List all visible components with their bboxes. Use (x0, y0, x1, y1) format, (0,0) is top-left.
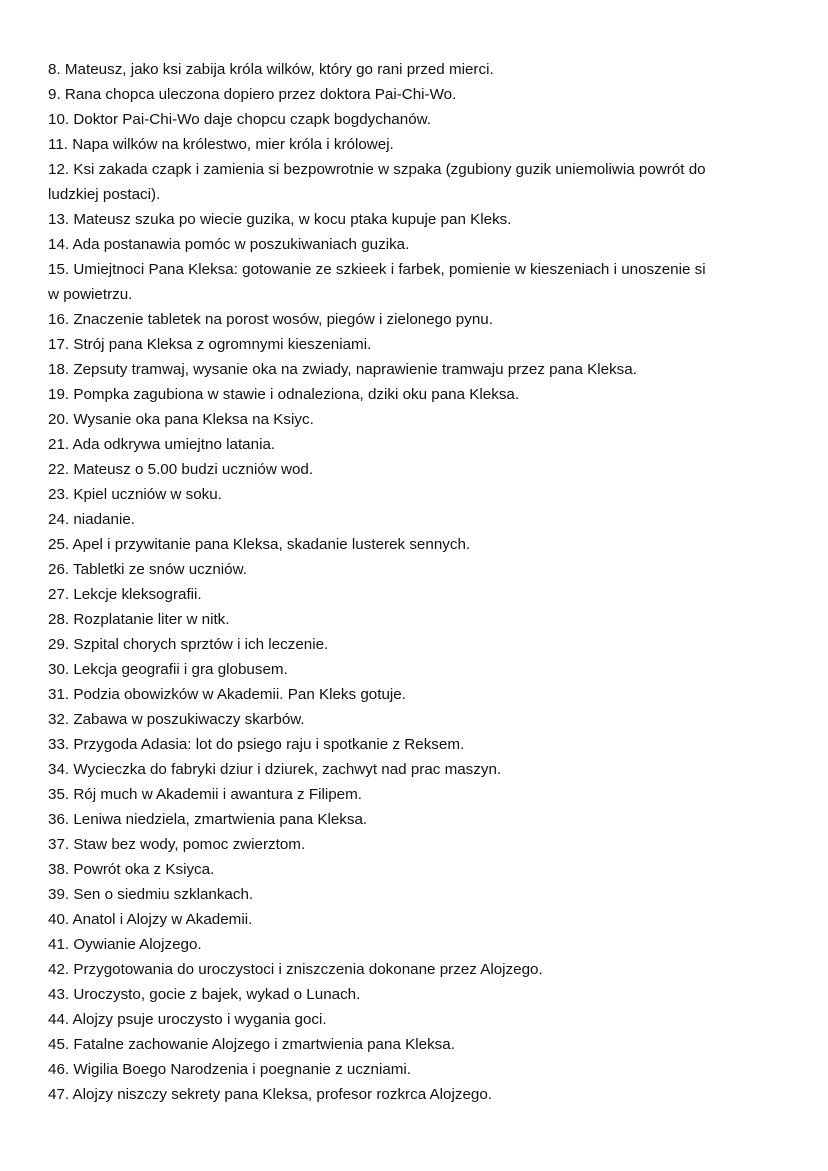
list-item-continuation: w powietrzu. (48, 286, 133, 303)
list-item: 28. Rozplatanie liter w nitk. (48, 611, 230, 628)
list-item: 30. Lekcja geografii i gra globusem. (48, 661, 288, 678)
list-item: 16. Znaczenie tabletek na porost wosów, piegów i zielonego pynu. (48, 311, 493, 328)
document-list (48, 57, 808, 1107)
list-item: 43. Uroczysto, gocie z bajek, wykad o Lunach. (48, 986, 361, 1003)
list-item: 47. Alojzy niszczy sekrety pana Kleksa, profesor rozkrca Alojzego. (48, 1086, 493, 1103)
list-item: 40. Anatol i Alojzy w Akademii. (48, 911, 253, 928)
list-item: 34. Wycieczka do fabryki dziur i dziurek, zachwyt nad prac maszyn. (48, 761, 502, 778)
list-item: 23. Kpiel uczniów w soku. (48, 486, 222, 503)
list-item: 21. Ada odkrywa umiejtno latania. (48, 436, 276, 453)
list-item: 10. Doktor Pai-Chi-Wo daje chopcu czapk bogdychanów. (48, 111, 431, 128)
list-item-continuation: ludzkiej postaci). (48, 186, 161, 203)
list-item: 37. Staw bez wody, pomoc zwierztom. (48, 836, 306, 853)
list-item: 11. Napa wilków na królestwo, mier króla i królowej. (48, 136, 394, 153)
list-item: 24. niadanie. (48, 511, 135, 528)
list-item: 31. Podzia obowizków w Akademii. Pan Kleks gotuje. (48, 686, 406, 703)
list-item: 20. Wysanie oka pana Kleksa na Ksiyc. (48, 411, 314, 428)
list-item: 45. Fatalne zachowanie Alojzego i zmartwienia pana Kleksa. (48, 1036, 455, 1053)
list-item: 38. Powrót oka z Ksiyca. (48, 861, 215, 878)
list-item: 39. Sen o siedmiu szklankach. (48, 886, 254, 903)
list-item: 9. Rana chopca uleczona dopiero przez doktora Pai-Chi-Wo. (48, 86, 457, 103)
list-item: 18. Zepsuty tramwaj, wysanie oka na zwiady, naprawienie tramwaju przez pana Kleksa. (48, 361, 637, 378)
list-item: 32. Zabawa w poszukiwaczy skarbów. (48, 711, 305, 728)
list-item: 35. Rój much w Akademii i awantura z Filipem. (48, 786, 362, 803)
list-item: 29. Szpital chorych sprztów i ich leczenie. (48, 636, 329, 653)
list-item: 14. Ada postanawia pomóc w poszukiwaniach guzika. (48, 236, 410, 253)
list-item: 41. Oywianie Alojzego. (48, 936, 202, 953)
list-item: 36. Leniwa niedziela, zmartwienia pana Kleksa. (48, 811, 368, 828)
list-item: 46. Wigilia Boego Narodzenia i poegnanie z uczniami. (48, 1061, 412, 1078)
list-item: 25. Apel i przywitanie pana Kleksa, skadanie lusterek sennych. (48, 536, 471, 553)
list-item: 27. Lekcje kleksografii. (48, 586, 202, 603)
list-item: 42. Przygotowania do uroczystoci i zniszczenia dokonane przez Alojzego. (48, 961, 543, 978)
list-item: 17. Strój pana Kleksa z ogromnymi kieszeniami. (48, 336, 372, 353)
list-item: 26. Tabletki ze snów uczniów. (48, 561, 247, 578)
list-item: 15. Umiejtnoci Pana Kleksa: gotowanie ze szkieek i farbek, pomienie w kieszeniach i unoszenie si (48, 261, 706, 278)
list-item: 8. Mateusz, jako ksi zabija króla wilków, który go rani przed mierci. (48, 61, 494, 78)
list-item: 13. Mateusz szuka po wiecie guzika, w kocu ptaka kupuje pan Kleks. (48, 211, 512, 228)
list-item: 22. Mateusz o 5.00 budzi uczniów wod. (48, 461, 314, 478)
list-item: 19. Pompka zagubiona w stawie i odnaleziona, dziki oku pana Kleksa. (48, 386, 520, 403)
list-item: 33. Przygoda Adasia: lot do psiego raju i spotkanie z Reksem. (48, 736, 465, 753)
list-item: 44. Alojzy psuje uroczysto i wygania goci. (48, 1011, 327, 1028)
list-item: 12. Ksi zakada czapk i zamienia si bezpowrotnie w szpaka (zgubiony guzik uniemoliwia powrót do (48, 161, 706, 178)
